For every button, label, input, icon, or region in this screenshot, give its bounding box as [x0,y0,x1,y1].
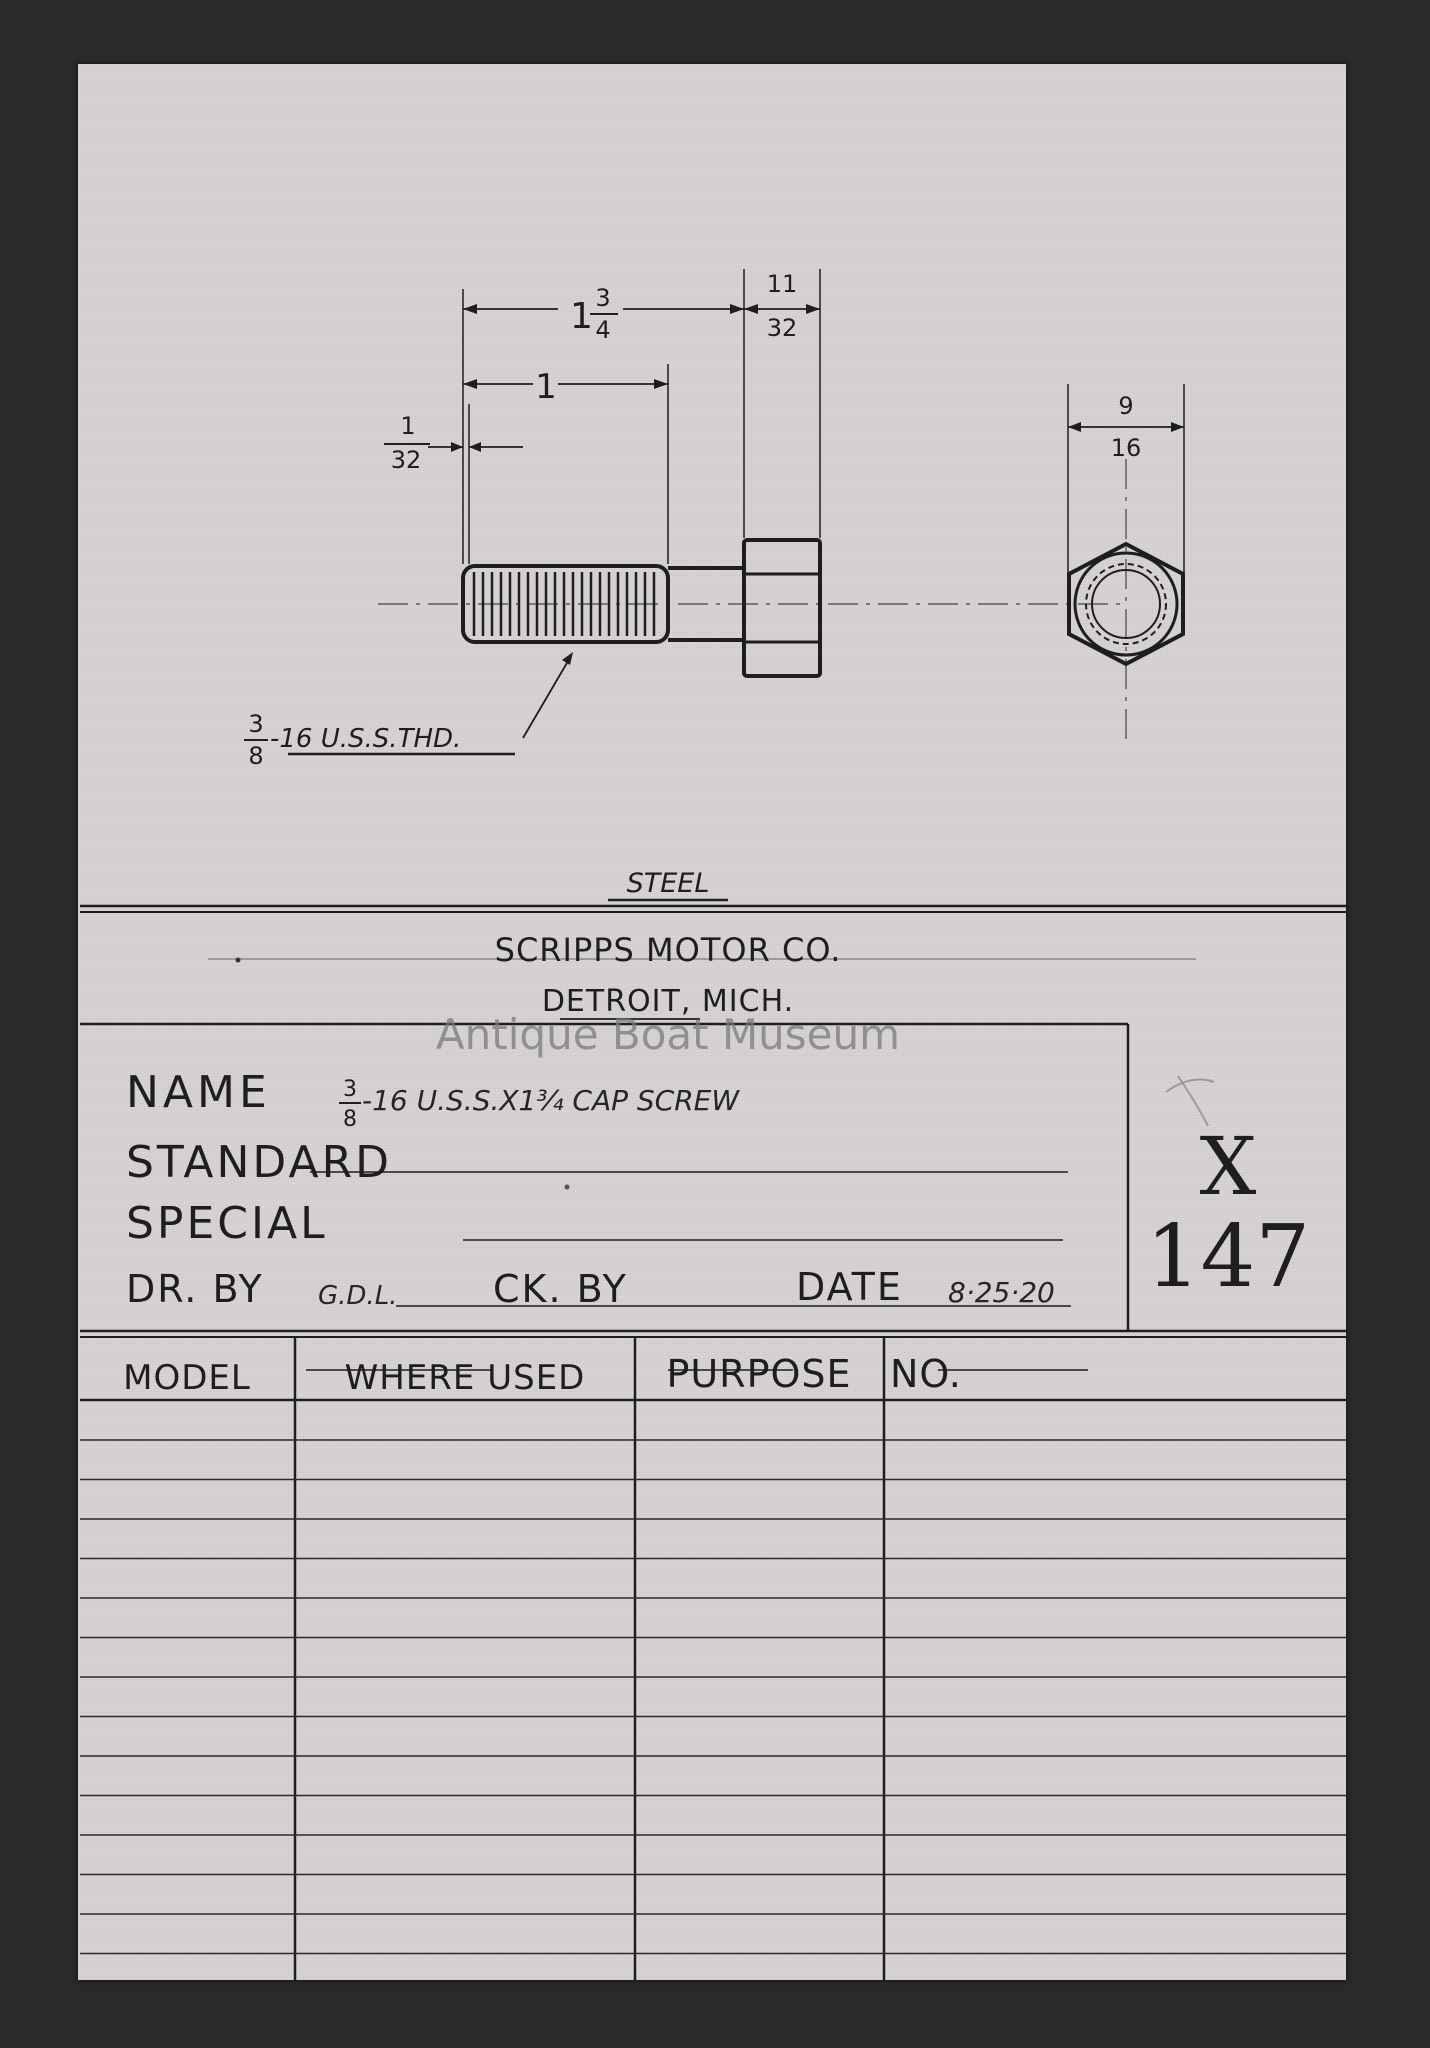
dim-hex-num: 9 [1118,392,1134,420]
drawing-card [78,64,1346,1980]
drawing-svg [78,64,1346,1980]
thread-frac-num: 3 [248,710,264,738]
thread-frac-den: 8 [248,742,264,770]
special-label: SPECIAL [126,1198,328,1249]
name-frac-num: 3 [343,1077,357,1102]
name-value: -16 U.S.S.X1¾ CAP SCREW [362,1084,740,1117]
dim-overall-den: 4 [595,316,611,344]
date-label: DATE [796,1265,903,1309]
name-label: NAME [126,1067,271,1118]
dim-overall-whole: 1 [570,296,593,337]
header-purpose: PURPOSE [666,1352,852,1396]
header-model: MODEL [123,1358,251,1398]
date-value: 8·25·20 [948,1276,1055,1309]
drawing-letter: X [1199,1120,1257,1213]
drawn-by-value: G.D.L. [318,1281,398,1311]
side-view [378,269,1128,738]
watermark-text: Antique Boat Museum [435,1010,901,1059]
drawing-number: 147 [1145,1207,1311,1307]
material-label: STEEL [626,868,710,899]
dim-head-num: 11 [766,270,798,298]
dim-chamfer-den: 32 [390,446,422,474]
dim-hex-den: 16 [1110,434,1142,462]
thread-note: -16 U.S.S.THD. [270,724,462,754]
drawn-by-label: DR. BY [126,1267,264,1311]
company-city: DETROIT, MICH. [541,984,795,1019]
hex-head-side [744,540,820,676]
header-no: NO. [890,1352,962,1396]
table-rule-lines [80,1440,1346,1954]
dim-head-den: 32 [766,314,798,342]
name-frac-den: 8 [343,1107,357,1132]
standard-label: STANDARD [126,1137,393,1188]
dim-overall-num: 3 [595,284,611,312]
thread-hatching [474,572,654,636]
dim-chamfer-num: 1 [400,412,416,440]
checked-by-label: CK. BY [493,1267,628,1311]
header-where-used: WHERE USED [344,1358,586,1398]
company-name: SCRIPPS MOTOR CO. [494,931,842,969]
dim-thread-length: 1 [535,367,557,407]
